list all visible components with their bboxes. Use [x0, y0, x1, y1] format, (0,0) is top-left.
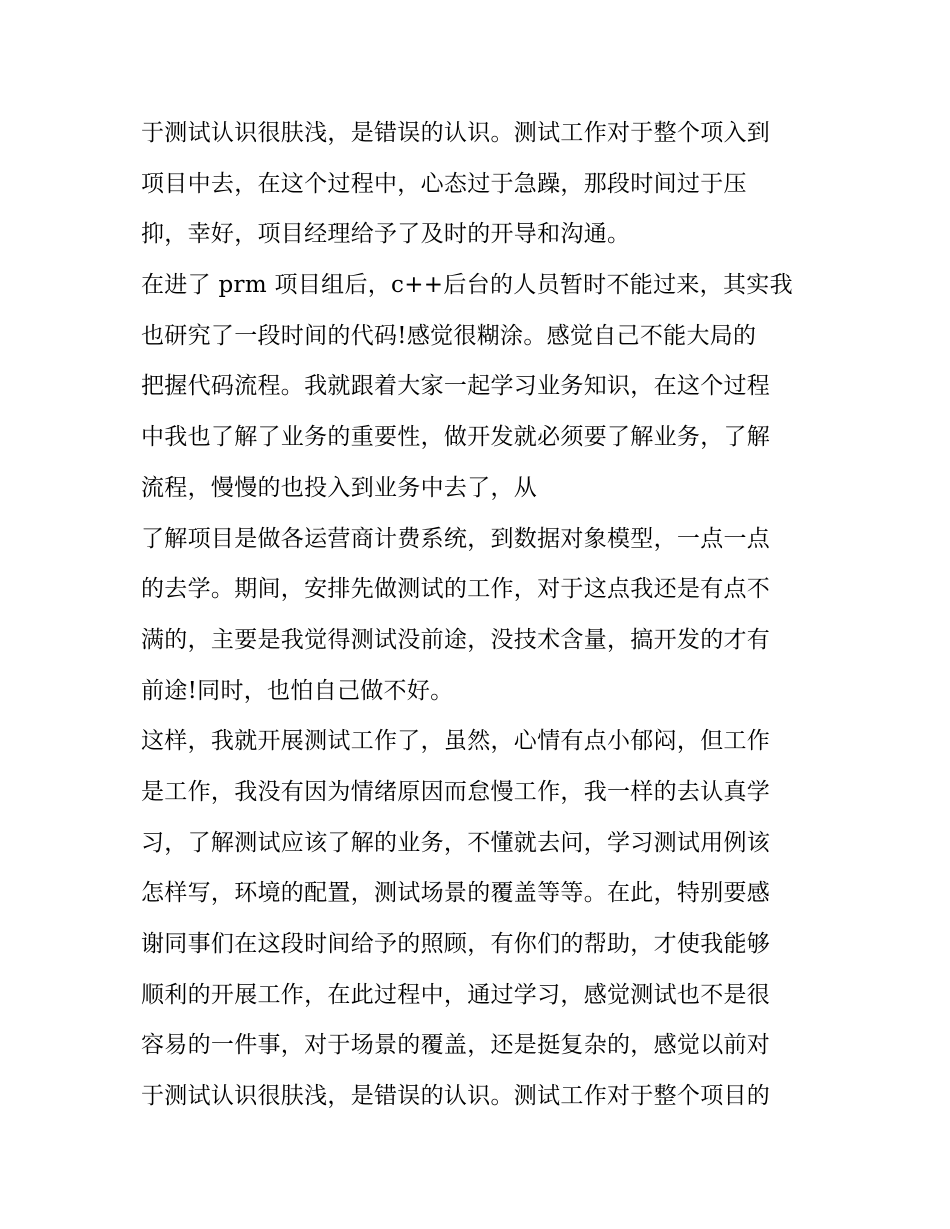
- text-line: 容易的一件事，对于场景的覆盖，还是挺复杂的，感觉以前对: [141, 1032, 771, 1059]
- text-line: 项目中去，在这个过程中，心态过于急躁，那段时间过于压: [141, 170, 747, 197]
- text-line: 怎样写，环境的配置，测试场景的覆盖等等。在此，特别要感: [141, 880, 771, 907]
- text-line: 流程，慢慢的也投入到业务中去了，从: [141, 474, 538, 501]
- text-line: 了解项目是做各运营商计费系统，到数据对象模型，一点一点: [141, 525, 771, 552]
- text-line: 谢同事们在这段时间给予的照顾，有你们的帮助，才使我能够: [141, 931, 771, 957]
- text-line: 这样，我就开展测试工作了，虽然，心情有点小郁闷，但工作: [141, 728, 771, 755]
- text-line: 于测试认识很肤浅，是错误的认识。测试工作对于整个项入到: [141, 120, 771, 146]
- text-line: 的去学。期间，安排先做测试的工作，对于这点我还是有点不: [141, 576, 771, 603]
- text-line: 顺利的开展工作，在此过程中，通过学习，感觉测试也不是很: [141, 981, 771, 1008]
- body-text: [141, 108, 813, 1122]
- text-line: 前途!同时，也怕自己做不好。: [141, 677, 454, 704]
- text-line: 是工作，我没有因为情绪原因而怠慢工作，我一样的去认真学: [141, 778, 771, 805]
- text-line: 把握代码流程。我就跟着大家一起学习业务知识，在这个过程: [141, 373, 771, 400]
- text-line: 满的，主要是我觉得测试没前途，没技术含量，搞开发的才有: [141, 626, 771, 653]
- text-line: 中我也了解了业务的重要性，做开发就必须要了解业务，了解: [141, 424, 771, 451]
- text-line: 也研究了一段时间的代码!感觉很糊涂。感觉自己不能大局的: [141, 322, 757, 349]
- text-line: 在进了 prm 项目组后，c++后台的人员暂时不能过来，其实我: [141, 272, 793, 299]
- text-line: 习，了解测试应该了解的业务，不懂就去问，学习测试用例该: [141, 829, 771, 856]
- text-line: 抑，幸好，项目经理给予了及时的开导和沟通。: [141, 221, 631, 248]
- text-line: 于测试认识很肤浅，是错误的认识。测试工作对于整个项目的: [141, 1083, 771, 1110]
